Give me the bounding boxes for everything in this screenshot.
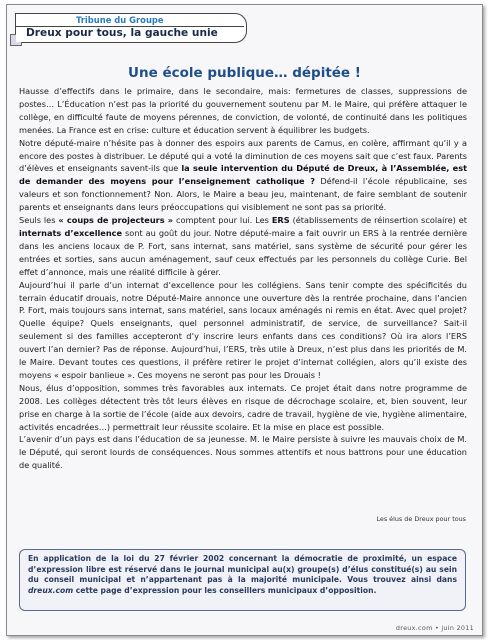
magazine-page [6,4,483,636]
paragraph-4: Aujourd’hui il parle d’un internat d’excellence pour les collégiens. Sans tenir compte des spécificités du terrain éducatif drouais, notre Député-Maire annonce une ouverture dès la rentrée prochaine, dans l’ancien P. Fort, mais toujours sans internat, sans matériel, sans locaux aménagés ni remis en état. Avec quel projet? Quelle équipe? Quels enseignants, quel personnel administratif, de service, de surveillance? Sait-il seulement si des familles accepteront d’y inscrire leurs enfants dans ces conditions? Où ira alors l’ERS ouvert l’an dernier? Pas de réponse. Aujourd’hui, l’ERS, très utile à Dreux, n’est plus dans les priorités de M. le Maire. Devant toutes ces questions, il préfère retirer le projet d’internat collégien, alors qu’il existe des moyens « espoir banlieue ». Ces moyens ne seront pas pour les Drouais ! [19,279,467,380]
signature: Les élus de Dreux pour tous [376,515,466,523]
legal-notice-text: En application de la loi du 27 février 2002 concernant la démocratie de proximité, un espace d’expression libre est réservé dans le journal municipal au(x) groupe(s) d’élus constitué(s) au sein du conseil municipal et n’appartenant pas à la majorité municipale. Vous trouvez ainsi dans dreux.com cette page d’expression pour les conseillers municipaux d’opposition. [28,554,457,595]
paragraph-3: Seuls les « coups de projecteurs » comptent pour lui. Les ERS (établissements de réinsertion scolaire) et internats d’excellence sont au goût du jour. Notre député-maire a fait ouvrir un ERS à la rentrée dernière dans les anciens locaux de P. Fort, sans internat, sans matériel, sans système de sécurité pour gérer les entrées et sorties, sans aucun aménagement, sauf ceux effectués par les personnels du collège Curie. Bel effet d’annonce, mais une réalité difficile à gérer. [19,215,467,277]
group-header [15,13,247,43]
paragraph-6: L’avenir d’un pays est dans l’éducation de sa jeunesse. M. le Maire persiste à suivre les mauvais choix de M. le Député, qui seront lourds de conséquences. Nous sommes attentifs et nous battrons pour une éducation de qualité. [19,434,467,471]
paragraph-1: Hausse d’effectifs dans le primaire, dans le secondaire, mais: fermetures de classes, suppressions de postes… L’Éducation n’est pas la priorité du gouvernement soutenu par M. le Maire, qui préfère attaquer le collège, en difficulté faute de moyens pérennes, de conviction, de volonté, de continuité dans les politiques menées. La France est en crise: culture et éducation servent à équilibrer les budgets. [19,86,467,135]
paragraph-2: Notre député-maire n’hésite pas à donner des espoirs aux parents de Camus, en colère, affirmant qu’il y a encore des postes à distribuer. Le député qui a voté la diminution de ces moyens sait que c’est faux. Parents d’élèves et enseignants savent-ils que la seule intervention du Député de Dreux, à l’Assemblée, est de demander des moyens pour l’enseignement catholique ? Défend-il l’école républicaine, ses valeurs et son fonctionnement? Non. Alors, le Maire a beau jeu, maintenant, de faire semblant de soutenir parents et enseignants dans leurs préoccupations qui visiblement ne sont pas sa priorité. [19,137,467,213]
article-body [19,85,467,472]
legal-notice-box [19,549,466,611]
group-name: Dreux pour tous, la gauche unie [26,27,218,39]
page-footer: dreux.com • juin 2011 [395,624,474,632]
paragraph-5: Nous, élus d’opposition, sommes très favorables aux internats. Ce projet était dans notre programme de 2008. Les collèges détectent très tôt leurs élèves en risque de décrochage scolaire, et, bien souvent, leur prise en charge à la sortie de l’école (aide aux devoirs, cadre de travail, hygiène de vie, hygiène alimentaire, activités encadrées…) permettrait leur réussite scolaire. Et la mise en place est possible. [19,382,467,432]
header-kicker: Tribune du Groupe [76,15,164,25]
article-title: Une école publique… dépitée ! [128,65,361,81]
